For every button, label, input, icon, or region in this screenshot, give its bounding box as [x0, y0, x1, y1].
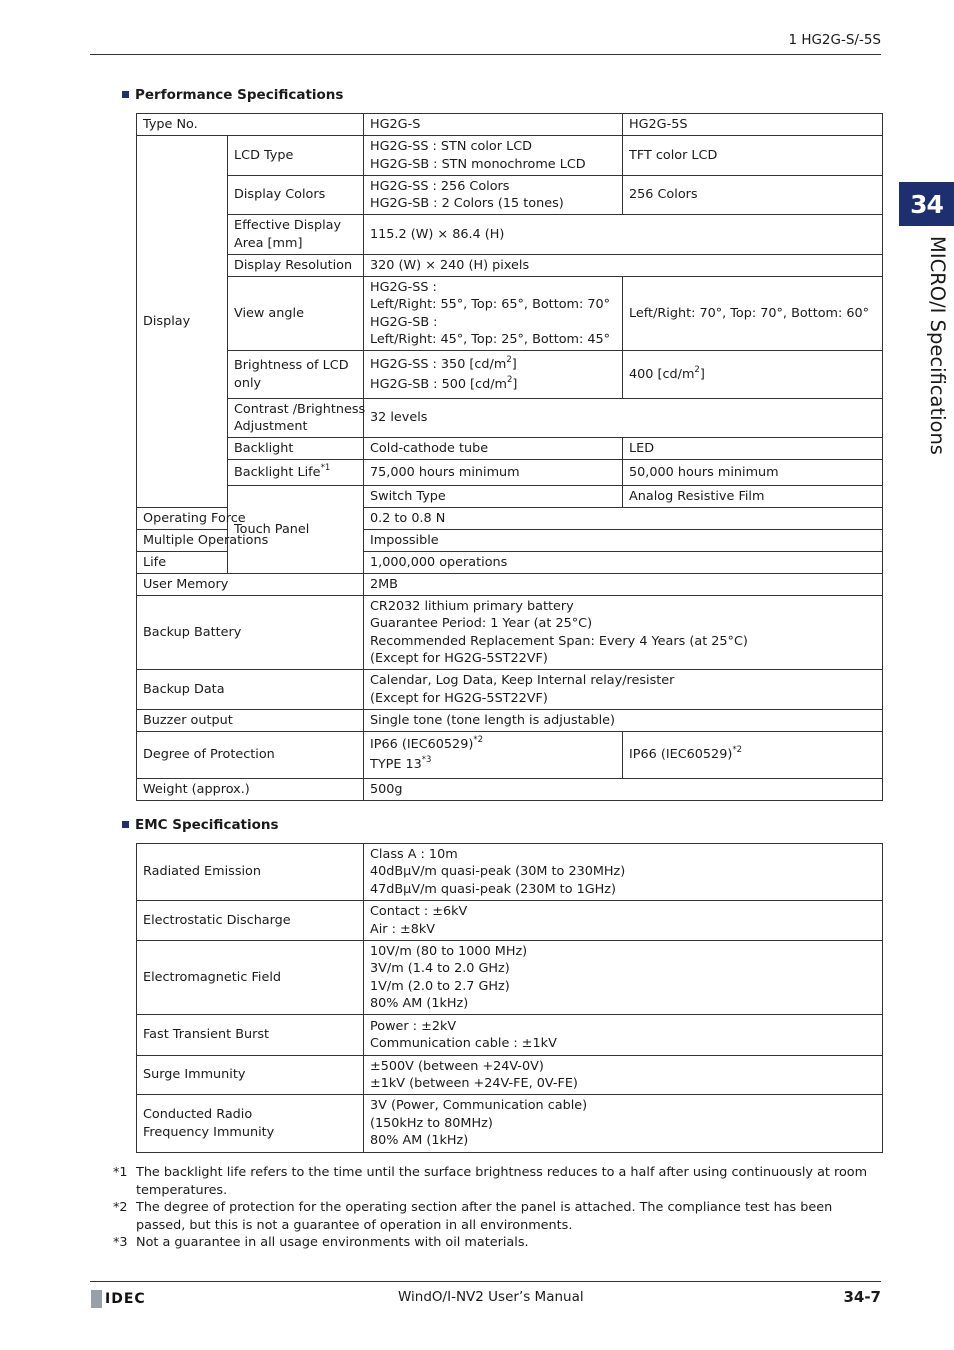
radiated-label: Radiated Emission [137, 844, 364, 901]
table-row [137, 574, 883, 596]
esd-value: Contact : ±6kV Air : ±8kV [364, 901, 883, 941]
radiated-value: Class A : 10m 40dBμV/m quasi-peak (30M to 230MHz) 47dBμV/m quasi-peak (230M to 1GHz) [364, 844, 883, 901]
table-row [137, 277, 883, 351]
emc-spec-table [136, 843, 883, 1153]
performance-spec-table [136, 113, 883, 801]
table-row [137, 351, 883, 399]
backlight-life-5s: 50,000 hours minimum [623, 460, 883, 486]
table-row [137, 486, 883, 508]
table-row [137, 176, 883, 215]
page-number: 34-7 [843, 1288, 881, 1306]
table-row [137, 438, 883, 460]
col-header-hg2g-s: HG2G-S [364, 114, 623, 136]
operating-force-label: Operating Force [137, 508, 228, 530]
display-group-label: Display [137, 136, 228, 508]
operating-force-value: 0.2 to 0.8 N [364, 508, 883, 530]
type-no-label: Type No. [137, 114, 364, 136]
surge-value: ±500V (between +24V-0V) ±1kV (between +24V-FE, 0V-FE) [364, 1056, 883, 1095]
backlight-s: Cold-cathode tube [364, 438, 623, 460]
effective-area-label: Effective Display Area [mm] [228, 215, 364, 255]
table-row [137, 1095, 883, 1153]
header-rule [90, 54, 881, 55]
protection-5s: IP66 $(IEC60529)^{*2}$ [623, 732, 883, 779]
chapter-side-title: MICRO/I Specifications [926, 236, 949, 455]
weight-label: Weight (approx.) [137, 779, 364, 801]
footer-rule [90, 1281, 881, 1282]
table-row [137, 901, 883, 941]
lcd-type-5s: TFT color LCD [623, 136, 883, 176]
logo-block-icon [91, 1290, 102, 1308]
table-row [137, 732, 883, 779]
footnotes [113, 1164, 883, 1252]
table-row [137, 399, 883, 438]
eft-label: Fast Transient Burst [137, 1015, 364, 1056]
contrast-label: Contrast /Brightness Adjustment [228, 399, 364, 438]
backlight-label: Backlight [228, 438, 364, 460]
table-row [137, 710, 883, 732]
view-angle-s: HG2G-SS : Left/Right: 55°, Top: 65°, Bottom: 70° HG2G-SB : Left/Right: 45°, Top: 25°, Bottom: 45° [364, 277, 623, 351]
life-value: 1,000,000 operations [364, 552, 883, 574]
protection-label: Degree of Protection [137, 732, 364, 779]
table-row [137, 136, 883, 176]
table-row [137, 596, 883, 670]
conducted-label: Conducted Radio Frequency Immunity [137, 1095, 364, 1153]
bullet-square-icon [122, 91, 129, 98]
table-row [137, 460, 883, 486]
table-row [137, 114, 883, 136]
table-row [137, 255, 883, 277]
multiple-ops-value: Impossible [364, 530, 883, 552]
display-colors-5s: 256 Colors [623, 176, 883, 215]
footer-manual-title: WindO/I-NV2 User’s Manual [398, 1289, 584, 1305]
view-angle-5s: Left/Right: 70°, Top: 70°, Bottom: 60° [623, 277, 883, 351]
table-row [137, 844, 883, 901]
performance-title-text: Performance Specifications [135, 87, 344, 103]
bullet-square-icon [122, 821, 129, 828]
em-field-label: Electromagnetic Field [137, 941, 364, 1015]
header-chapter-ref: 1 HG2G-S/-5S [788, 32, 881, 48]
brightness-label: Brightness of LCD only [228, 351, 364, 399]
display-colors-s: HG2G-SS : 256 Colors HG2G-SB : 2 Colors (15 tones) [364, 176, 623, 215]
buzzer-label: Buzzer output [137, 710, 364, 732]
resolution-label: Display Resolution [228, 255, 364, 277]
table-row [137, 215, 883, 255]
esd-label: Electrostatic Discharge [137, 901, 364, 941]
resolution-value: 320 (W) × 240 (H) pixels [364, 255, 883, 277]
display-colors-label: Display Colors [228, 176, 364, 215]
switch-type-value: Analog Resistive Film [623, 486, 883, 508]
performance-section-title [122, 87, 343, 103]
backlight-life-s: 75,000 hours minimum [364, 460, 623, 486]
view-angle-label: View angle [228, 277, 364, 351]
multiple-ops-label: Multiple Operations [137, 530, 228, 552]
backup-data-value: Calendar, Log Data, Keep Internal relay/resister (Except for HG2G-5ST22VF) [364, 670, 883, 710]
table-row [137, 779, 883, 801]
backup-data-label: Backup Data [137, 670, 364, 710]
weight-value: 500g [364, 779, 883, 801]
table-row [137, 670, 883, 710]
brightness-s: HG2G-SS : 350 $[cd/m^2]$ HG2G-SB : 500 $[cd/m^2]$ [364, 351, 623, 399]
idec-logo: IDEC [91, 1290, 146, 1308]
contrast-value: 32 levels [364, 399, 883, 438]
emc-title-text: EMC Specifications [135, 817, 279, 833]
backup-battery-label: Backup Battery [137, 596, 364, 670]
table-row [137, 1056, 883, 1095]
table-row [137, 941, 883, 1015]
eft-value: Power : ±2kV Communication cable : ±1kV [364, 1015, 883, 1056]
backlight-5s: LED [623, 438, 883, 460]
em-field-value: 10V/m (80 to 1000 MHz) 3V/m (1.4 to 2.0 GHz) 1V/m (2.0 to 2.7 GHz) 80% AM (1kHz) [364, 941, 883, 1015]
brightness-5s: 400 $[cd/m^2]$ [623, 351, 883, 399]
surge-label: Surge Immunity [137, 1056, 364, 1095]
backlight-life-label: Backlight Life$^{*1}$ [228, 460, 364, 486]
col-header-hg2g-5s: HG2G-5S [623, 114, 883, 136]
footnote-3: *3 Not a guarantee in all usage environments with oil materials. [113, 1235, 529, 1250]
effective-area-value: 115.2 (W) × 86.4 (H) [364, 215, 883, 255]
touch-panel-group-label: Touch Panel [228, 486, 364, 574]
chapter-tab: 34 [899, 182, 954, 226]
footnote-1: *1 The backlight life refers to the time until the surface brightness reduces to a half after using continuously at room temperatures. [113, 1165, 868, 1198]
life-label: Life [137, 552, 228, 574]
footnote-2: *2 The degree of protection for the operating section after the panel is attached. The compliance test has been passed, but this is not a guarantee of operation in all environments. [113, 1200, 833, 1233]
backup-battery-value: CR2032 lithium primary battery Guarantee Period: 1 Year (at 25°C) Recommended Replacement Span: Every 4 Years (at 25°C) (Except for HG2G-5ST22VF) [364, 596, 883, 670]
user-memory-label: User Memory [137, 574, 364, 596]
buzzer-value: Single tone (tone length is adjustable) [364, 710, 883, 732]
protection-s: IP66 $(IEC60529)^{*2}$ TYPE 13$^{*3}$ [364, 732, 623, 779]
lcd-type-s: HG2G-SS : STN color LCD HG2G-SB : STN monochrome LCD [364, 136, 623, 176]
user-memory-value: 2MB [364, 574, 883, 596]
switch-type-label: Switch Type [364, 486, 623, 508]
emc-section-title [122, 817, 279, 833]
conducted-value: 3V (Power, Communication cable) (150kHz to 80MHz) 80% AM (1kHz) [364, 1095, 883, 1153]
lcd-type-label: LCD Type [228, 136, 364, 176]
table-row [137, 1015, 883, 1056]
